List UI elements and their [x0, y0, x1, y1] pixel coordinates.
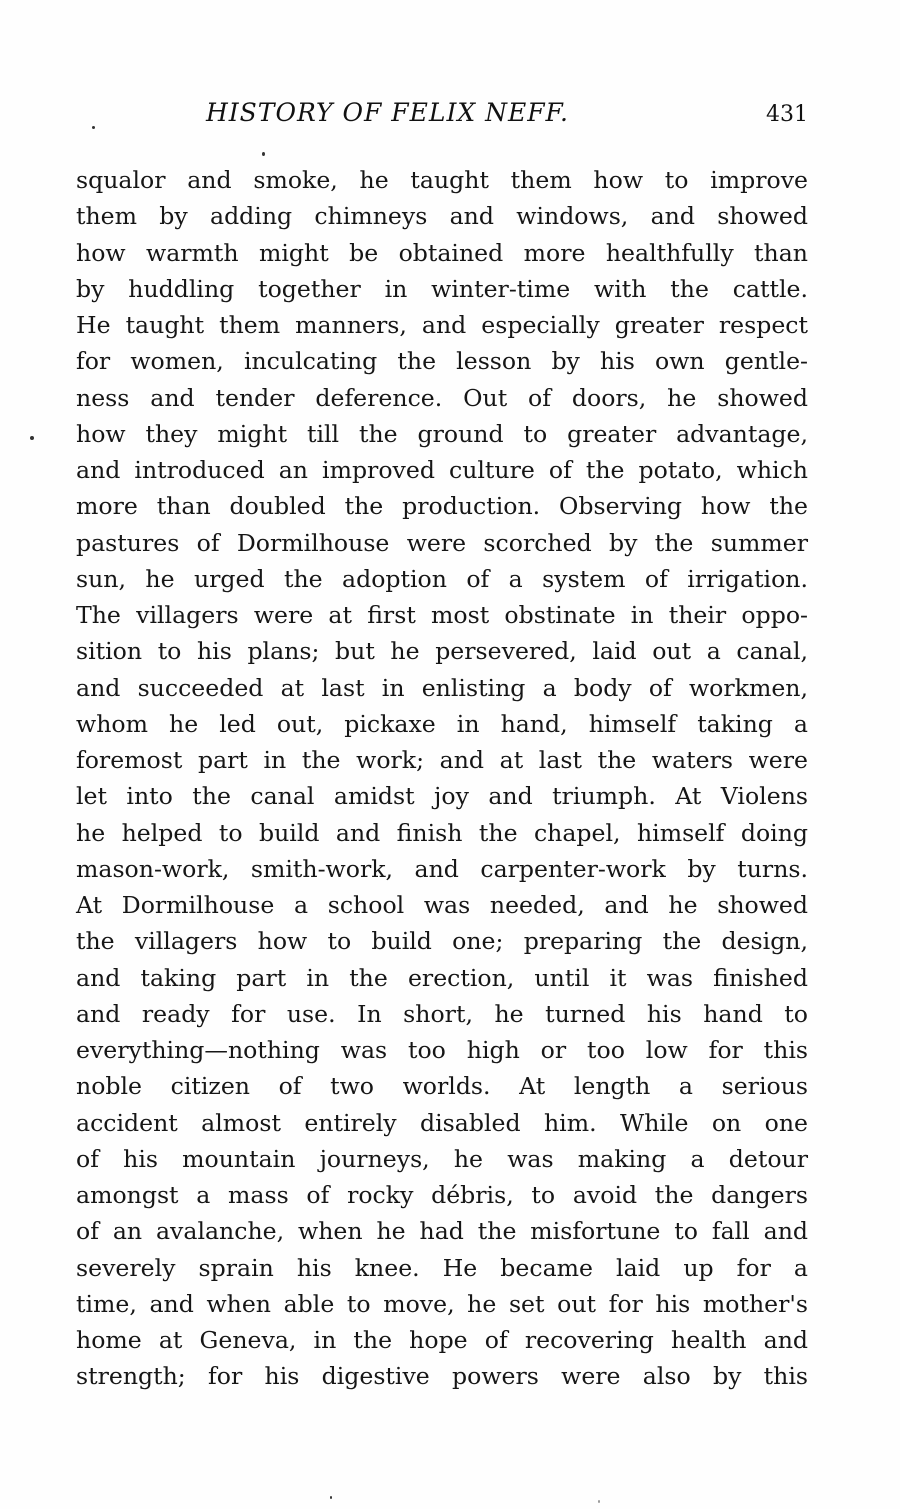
running-head-title: HISTORY OF FELIX NEFF. [206, 98, 569, 127]
text-line: At Dormilhouse a school was needed, and he showed [76, 891, 808, 919]
text-line: noble citizen of two worlds. At length a serious [76, 1072, 808, 1101]
text-line: how they might till the ground to greater advantage, [76, 419, 808, 448]
text-line: everything—nothing was too high or too low for this [76, 1036, 808, 1064]
body-text [76, 162, 808, 1395]
text-line: ness and tender deference. Out of doors, he showed [76, 383, 808, 412]
scan-speck [598, 1500, 600, 1503]
text-line: and ready for use. In short, he turned his hand to [76, 999, 808, 1028]
page-number: 431 [766, 102, 808, 127]
scan-speck [92, 126, 95, 129]
text-line: them by adding chimneys and windows, and showed [76, 202, 808, 231]
text-line: home at Geneva, in the hope of recovering health and [76, 1326, 808, 1354]
text-line: sition to his plans; but he persevered, laid out a canal, [76, 637, 808, 666]
text-line: more than doubled the production. Observing how the [76, 492, 808, 521]
text-line: and introduced an improved culture of the potato, which [76, 456, 808, 484]
text-line: how warmth might be obtained more healthfully than [76, 238, 808, 267]
text-line: He taught them manners, and especially greater respect [76, 311, 808, 339]
text-line: squalor and smoke, he taught them how to improve [76, 166, 808, 194]
text-line: pastures of Dormilhouse were scorched by the summer [76, 528, 808, 557]
text-line: accident almost entirely disabled him. While on one [76, 1108, 808, 1137]
text-line: let into the canal amidst joy and triumph. At Violens [76, 782, 808, 811]
text-line: whom he led out, pickaxe in hand, himself taking a [76, 709, 808, 738]
text-line: severely sprain his knee. He became laid up for a [76, 1253, 808, 1282]
text-line: strength; for his digestive powers were also by this [76, 1362, 808, 1391]
scan-speck [330, 1496, 332, 1499]
text-line: and taking part in the erection, until it was finished [76, 963, 808, 992]
text-line: the villagers how to build one; preparing the design, [76, 927, 808, 956]
text-line: and succeeded at last in enlisting a body of workmen, [76, 673, 808, 702]
text-line: sun, he urged the adoption of a system of irrigation. [76, 564, 808, 593]
text-line: of an avalanche, when he had the misfortune to fall and [76, 1217, 808, 1246]
scan-speck [262, 152, 265, 156]
text-line: for women, inculcating the lesson by his own gentle- [76, 347, 808, 376]
text-line: amongst a mass of rocky débris, to avoid the dangers [76, 1181, 808, 1209]
text-line: time, and when able to move, he set out for his mother's [76, 1289, 808, 1318]
text-line: mason-work, smith-work, and carpenter-work by turns. [76, 854, 808, 883]
text-line: by huddling together in winter-time with the cattle. [76, 274, 808, 303]
running-head [76, 98, 808, 138]
text-line: of his mountain journeys, he was making a detour [76, 1144, 808, 1173]
text-line: The villagers were at first most obstinate in their oppo- [76, 601, 808, 629]
scan-speck [30, 436, 34, 440]
text-line: foremost part in the work; and at last the waters were [76, 746, 808, 774]
text-line: he helped to build and finish the chapel, himself doing [76, 818, 808, 847]
